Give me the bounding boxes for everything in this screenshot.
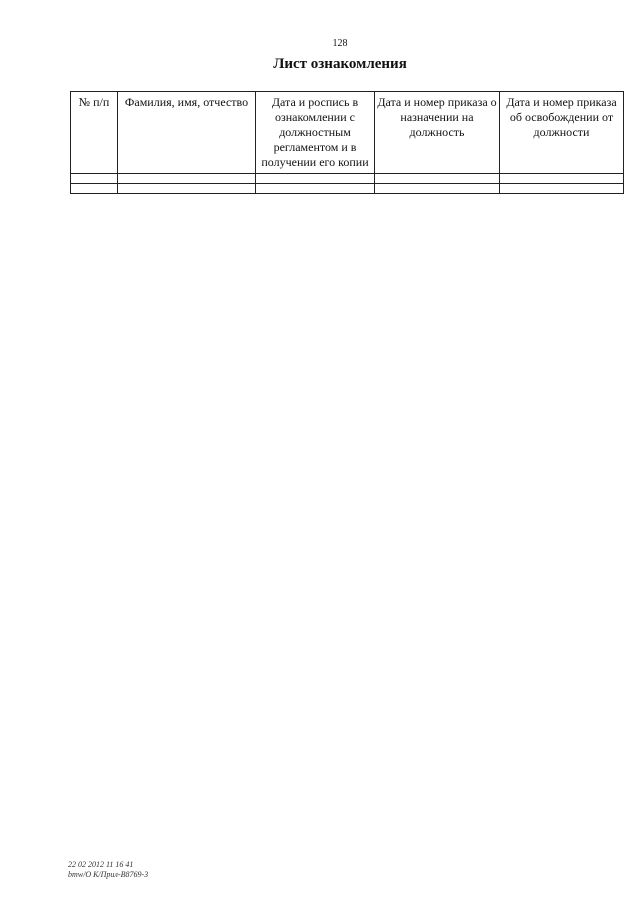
header-number: № п/п — [71, 92, 118, 174]
footer-file-code: bmw/O К/Прил-В8769-3 — [68, 870, 149, 879]
table-row — [71, 174, 624, 184]
document-title: Лист ознакомления — [273, 56, 407, 72]
header-dismissal-order: Дата и номер приказа об освобождении от должности — [500, 92, 624, 174]
table-cell — [500, 184, 624, 194]
table-cell — [71, 184, 118, 194]
table-header-row — [71, 92, 624, 174]
header-appointment-order: Дата и номер приказа о назначении на должность — [375, 92, 500, 174]
document-footer — [68, 860, 148, 880]
table-row — [71, 184, 624, 194]
page-number: 128 — [332, 38, 348, 49]
table-cell — [118, 184, 256, 194]
table-cell — [256, 174, 375, 184]
header-signature-date: Дата и роспись в ознакомлении с должностным регламентом и в получении его копии — [256, 92, 375, 174]
footer-timestamp: 22 02 2012 11 16 41 — [68, 860, 134, 869]
header-full-name: Фамилия, имя, отчество — [118, 92, 256, 174]
table-cell — [375, 174, 500, 184]
table-cell — [256, 184, 375, 194]
acknowledgement-table — [70, 91, 624, 194]
table-cell — [500, 174, 624, 184]
table-cell — [375, 184, 500, 194]
table-cell — [118, 174, 256, 184]
table-cell — [71, 174, 118, 184]
